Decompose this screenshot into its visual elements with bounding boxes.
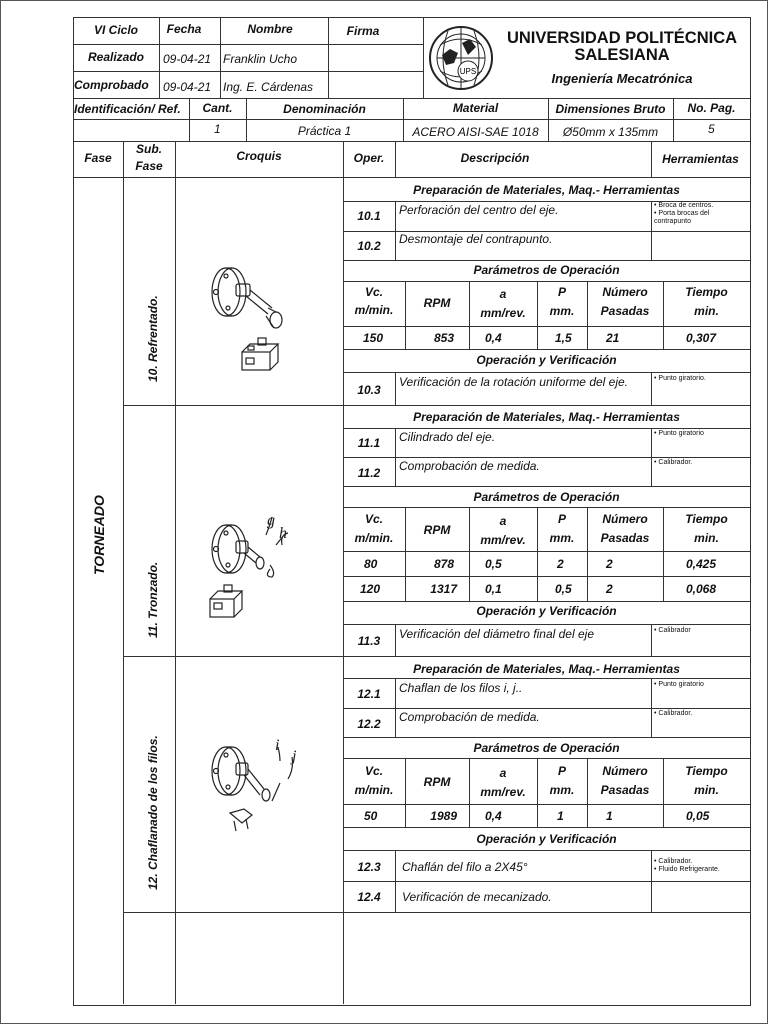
value-a: 0,4 (485, 331, 502, 345)
ciclo-label: VI Ciclo (93, 23, 138, 37)
value-rpm: 1989 (430, 809, 457, 823)
denominacion-label: Denominación (283, 102, 366, 116)
value-rpm: 878 (433, 557, 454, 571)
param-header-pasadas: Pasadas (600, 783, 650, 797)
dimensiones-value: Ø50mm x 135mm (562, 125, 659, 139)
op-number: 10.1 (357, 209, 381, 223)
param-header-rpm: RPM (423, 523, 451, 537)
col-croquis: Croquis (236, 149, 282, 163)
value-p: 0,5 (555, 582, 572, 596)
param-header-numero: Número (602, 512, 648, 526)
section-title-verif: Operación y Verificación (476, 832, 617, 846)
param-header-p: P (557, 512, 566, 526)
section-title-prep: Preparación de Materiales, Maq.- Herramientas (413, 183, 680, 197)
param-header-p: P (557, 285, 566, 299)
param-header-a: a (499, 514, 507, 528)
realizado-nombre: Franklin Ucho (223, 52, 298, 66)
op-description: Verificación del diámetro final del eje (399, 627, 594, 641)
op-description: Cilindrado del eje. (399, 430, 496, 444)
param-header-a: a (499, 287, 507, 301)
subfase-2-label: 11. Tronzado. (146, 561, 160, 638)
op-number: 11.1 (357, 436, 381, 450)
cant-label: Cant. (202, 101, 233, 115)
value-p: 1 (557, 809, 564, 823)
value-a: 0,1 (485, 582, 502, 596)
param-header-vc-unit: m/min. (354, 531, 394, 545)
section-title-prep: Preparación de Materiales, Maq.- Herramientas (413, 662, 680, 676)
param-header-a-unit: mm/rev. (480, 785, 526, 799)
sketch-label-h: h (279, 525, 287, 542)
op-number: 11.2 (357, 466, 381, 480)
param-header-p: P (557, 764, 566, 778)
sketch-label-j: j (292, 748, 297, 765)
value-tiempo: 0,05 (686, 809, 710, 823)
param-header-numero: Número (602, 764, 648, 778)
dimensiones-label: Dimensiones Bruto (555, 102, 666, 116)
denominacion-value: Práctica 1 (297, 124, 352, 138)
op-description: Comprobación de medida. (399, 710, 540, 724)
op-description: Perforación del centro del eje. (399, 203, 559, 217)
op-number: 10.2 (357, 239, 381, 253)
param-header-p-unit: mm. (549, 783, 575, 797)
op-description: Chaflan de los filos i, j.. (399, 681, 523, 695)
col-oper: Oper. (353, 151, 385, 165)
cant-value: 1 (214, 122, 221, 136)
comprobado-fecha: 09-04-21 (163, 80, 212, 94)
comprobado-nombre: Ing. E. Cárdenas (223, 80, 314, 94)
value-rpm: 1317 (430, 582, 457, 596)
value-vc: 50 (364, 809, 378, 823)
col-fase: Fase (84, 151, 112, 165)
op-description: Comprobación de medida. (399, 459, 540, 473)
op-description: Chaflán del filo a 2X45° (402, 860, 528, 874)
op-tools: • Calibrador. (654, 459, 693, 466)
university-logo-icon (428, 25, 494, 91)
section-title-verif: Operación y Verificación (476, 604, 617, 618)
identificacion-label: Identificación/ Ref. (74, 102, 181, 116)
col-subfase-2: Fase (135, 159, 163, 173)
value-vc: 150 (363, 331, 384, 345)
sketch-label-g: g (267, 512, 275, 529)
param-header-a-unit: mm/rev. (480, 533, 526, 547)
op-tools: • Broca de centros. • Porta brocas del contrapunto (654, 202, 714, 225)
op-tools: • Calibrador (654, 627, 691, 634)
param-header-tiempo-unit: min. (694, 531, 719, 545)
param-header-tiempo-unit: min. (694, 783, 719, 797)
op-number: 12.4 (357, 890, 381, 904)
op-number: 12.3 (357, 860, 381, 874)
realizado-label: Realizado (87, 50, 144, 64)
university-name-line1: UNIVERSIDAD POLITÉCNICA (506, 29, 738, 47)
comprobado-label: Comprobado (74, 78, 149, 92)
career-name: Ingeniería Mecatrónica (551, 71, 693, 86)
realizado-fecha: 09-04-21 (163, 52, 212, 66)
value-vc: 80 (364, 557, 378, 571)
material-value: ACERO AISI-SAE 1018 (412, 125, 539, 139)
param-header-vc-unit: m/min. (354, 303, 394, 317)
section-title-param: Parámetros de Operación (473, 263, 620, 277)
nopag-value: 5 (708, 122, 715, 136)
param-header-p-unit: mm. (549, 531, 575, 545)
university-name-line2: SALESIANA (574, 46, 670, 64)
param-header-p-unit: mm. (549, 304, 575, 318)
section-title-param: Parámetros de Operación (473, 490, 620, 504)
nopag-label: No. Pag. (687, 101, 736, 115)
param-header-tiempo: Tiempo (685, 285, 728, 299)
section-title-prep: Preparación de Materiales, Maq.- Herramientas (413, 410, 680, 424)
value-a: 0,5 (485, 557, 502, 571)
op-description: Verificación de mecanizado. (402, 890, 552, 904)
param-header-a-unit: mm/rev. (480, 306, 526, 320)
param-header-pasadas: Pasadas (600, 531, 650, 545)
value-pasadas: 2 (606, 582, 613, 596)
value-tiempo: 0,307 (686, 331, 717, 345)
param-header-vc-unit: m/min. (354, 783, 394, 797)
op-tools: • Punto giratorio (654, 430, 704, 437)
sketch-chaflanado (200, 735, 320, 845)
param-header-tiempo-unit: min. (694, 304, 719, 318)
op-number: 12.1 (357, 687, 381, 701)
op-number: 10.3 (357, 383, 381, 397)
col-subfase-1: Sub. (136, 142, 162, 156)
param-header-rpm: RPM (423, 296, 451, 310)
param-header-vc: Vc. (364, 285, 383, 299)
firma-label: Firma (346, 24, 380, 38)
op-number: 11.3 (357, 634, 381, 648)
op-number: 12.2 (357, 717, 381, 731)
op-tools: • Calibrador. (654, 710, 693, 717)
param-header-vc: Vc. (364, 764, 383, 778)
op-tools: • Punto giratorio (654, 681, 704, 688)
value-tiempo: 0,068 (686, 582, 717, 596)
value-a: 0,4 (485, 809, 502, 823)
section-title-param: Parámetros de Operación (473, 741, 620, 755)
param-header-a: a (499, 766, 507, 780)
param-header-numero: Número (602, 285, 648, 299)
logo-text: UPS (459, 67, 477, 76)
subfase-3-label: 12. Chaflanado de los filos. (146, 735, 160, 890)
value-tiempo: 0,425 (686, 557, 717, 571)
op-description: Desmontaje del contrapunto. (399, 232, 553, 246)
material-label: Material (452, 101, 499, 115)
nombre-label: Nombre (247, 22, 293, 36)
value-p: 1,5 (555, 331, 572, 345)
fase-label: TORNEADO (91, 495, 107, 575)
value-p: 2 (557, 557, 564, 571)
sketch-tronzado (200, 505, 320, 630)
param-header-pasadas: Pasadas (600, 304, 650, 318)
sketch-refrentado (200, 262, 320, 384)
fecha-label: Fecha (166, 22, 202, 36)
sketch-label-i: i (275, 737, 280, 754)
col-herramientas: Herramientas (662, 152, 739, 166)
subfase-1-label: 10. Refrentado. (146, 295, 160, 382)
op-tools: • Punto giratorio. (654, 375, 706, 382)
value-vc: 120 (360, 582, 381, 596)
param-header-vc: Vc. (364, 512, 383, 526)
value-pasadas: 2 (606, 557, 613, 571)
op-description: Verificación de la rotación uniforme del eje. (399, 375, 629, 389)
value-pasadas: 1 (606, 809, 613, 823)
param-header-tiempo: Tiempo (685, 764, 728, 778)
col-descripcion: Descripción (460, 151, 530, 165)
value-rpm: 853 (433, 331, 454, 345)
section-title-verif: Operación y Verificación (476, 353, 617, 367)
param-header-rpm: RPM (423, 775, 451, 789)
op-tools: • Calibrador. • Fluido Refrigerante. (654, 858, 720, 873)
value-pasadas: 21 (606, 331, 620, 345)
param-header-tiempo: Tiempo (685, 512, 728, 526)
